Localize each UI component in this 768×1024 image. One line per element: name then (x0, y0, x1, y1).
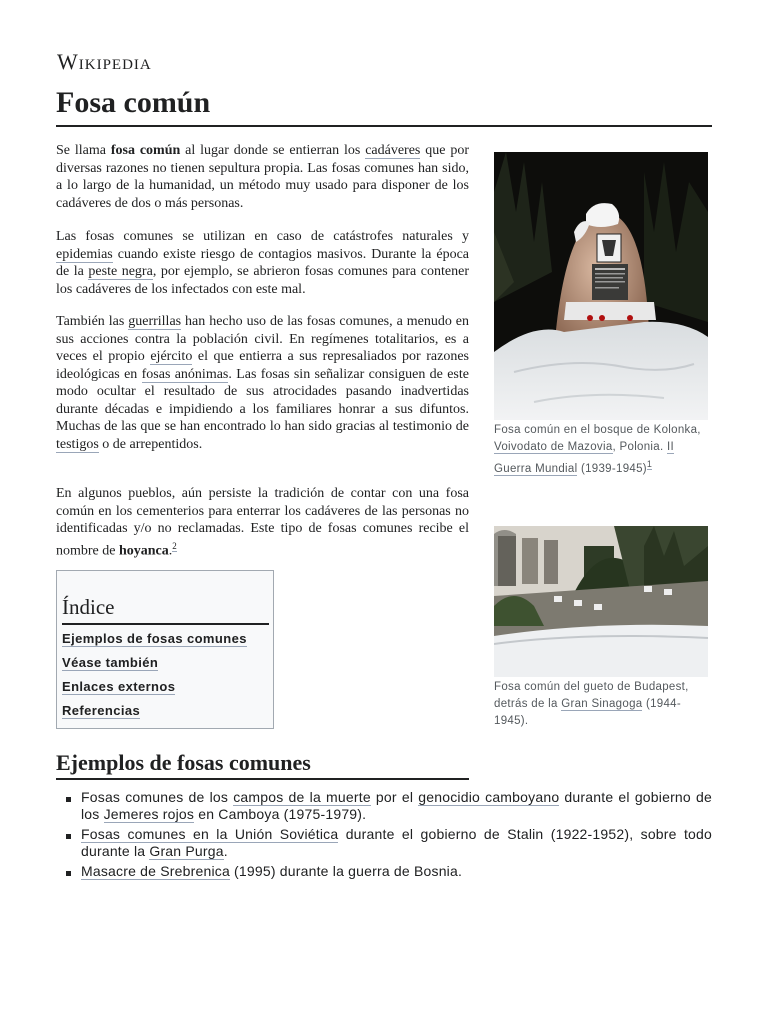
figure-budapest (494, 526, 708, 730)
page-title: Fosa común (56, 86, 211, 119)
inline-link[interactable]: Voivodato de Mazovia (494, 441, 613, 453)
toc-title: Índice (62, 595, 115, 619)
intro-paragraph-3: También las guerrillas han hecho uso de las fosas comunes, a menudo en sus acciones contra la población civil. En regímenes totalitarios, es a veces el propio ejército el que entierra a sus represaliados por razones ideológicas en fosas anónimas. Las fosas sin señalizar consiguen de este modo ocultar el resultado de sus atrocidades pasando inadvertidas durante décadas e impidiendo a los familiares honrar a sus difuntos. Muchas de las que se han encontrado lo han sido gracias al testimonio de testigos o de arrepentidos. (56, 314, 469, 452)
intro-paragraph-1: Se llama fosa común al lugar donde se entierran los cadáveres que por diversas razones no tienen sepultura propia. Las fosas comunes han sido, a lo largo de la humanidad, un método muy usado para disponer de los cadáveres de dos o más personas. (56, 143, 470, 211)
figure-budapest-caption: Fosa común del gueto de Budapest, detrás de la Gran Sinagoga (1944-1945). (494, 681, 689, 727)
figure-kolonka (494, 152, 708, 478)
toc-item-referencias[interactable]: Referencias (62, 703, 141, 718)
wikipedia-wordmark[interactable]: Wikipedia (57, 49, 152, 74)
inline-link[interactable]: testigos (56, 436, 99, 452)
toc-item-enlaces-externos[interactable]: Enlaces externos (62, 679, 176, 694)
inline-link[interactable]: ejército (150, 349, 193, 364)
section-heading-ejemplos: Ejemplos de fosas comunes (56, 750, 311, 775)
inline-link[interactable]: Fosas comunes en la Unión Soviética (81, 826, 339, 842)
intro-paragraph-2: Las fosas comunes se utilizan en caso de catástrofes naturales y epidemias cuando existe riesgo de contagios masivos. Durante la época de la peste negra, por ejemplo, se abrieron fosas comunes para contener los cadáveres de los infectados con este mal. (56, 229, 470, 297)
list-item: Masacre de Srebrenica (1995) durante la guerra de Bosnia. (56, 863, 712, 880)
title-divider (56, 125, 712, 127)
examples-list (56, 789, 712, 883)
inline-link[interactable]: epidemias (56, 246, 113, 262)
section-divider (56, 778, 469, 780)
reference-link[interactable]: 2 (172, 540, 177, 551)
list-item: Fosas comunes en la Unión Soviética durante el gobierno de Stalin (1922-1952), sobre todo durante la Gran Purga. (56, 826, 712, 860)
inline-link[interactable]: guerrillas (128, 314, 182, 329)
toc-divider (62, 623, 269, 625)
table-of-contents (56, 570, 274, 729)
photo-kolonka-memorial[interactable] (494, 152, 708, 420)
figure-kolonka-caption: Fosa común en el bosque de Kolonka, Voivodato de Mazovia, Polonia. II Guerra Mundial (1939-1945)$^1$ (494, 424, 701, 475)
list-item: Fosas comunes de los campos de la muerte por el genocidio camboyano durante el gobierno de los Jemeres rojos en Camboya (1975-1979). (56, 789, 712, 823)
inline-link[interactable]: Gran Sinagoga (561, 698, 643, 710)
toc-item-vease-tambien[interactable]: Véase también (62, 655, 159, 670)
inline-link[interactable]: Jemeres rojos (103, 806, 195, 822)
inline-link[interactable]: peste negra (88, 264, 153, 279)
inline-link[interactable]: II Guerra Mundial (494, 441, 674, 475)
toc-item-ejemplos[interactable]: Ejemplos de fosas comunes (62, 631, 247, 646)
inline-link[interactable]: Masacre de Srebrenica (81, 863, 230, 879)
inline-link[interactable]: campos de la muerte (233, 789, 371, 805)
bold-term: hoyanca (118, 543, 169, 559)
reference-link[interactable]: 1 (646, 459, 653, 469)
inline-link[interactable]: cadáveres (365, 143, 421, 158)
photo-budapest-ghetto[interactable] (494, 526, 708, 677)
inline-link[interactable]: fosas anónimas (141, 366, 229, 382)
bold-term: fosa común (110, 143, 181, 158)
intro-paragraph-4: En algunos pueblos, aún persiste la tradición de contar con una fosa común en los cementerios para enterrar los cadáveres de las personas no identificadas y/o no reclamadas. Este tipo de fosas comunes recibe el nombre de hoyanca.$^2$ (56, 486, 469, 559)
inline-link[interactable]: genocidio camboyano (418, 789, 560, 805)
inline-link[interactable]: Gran Purga (149, 843, 224, 859)
